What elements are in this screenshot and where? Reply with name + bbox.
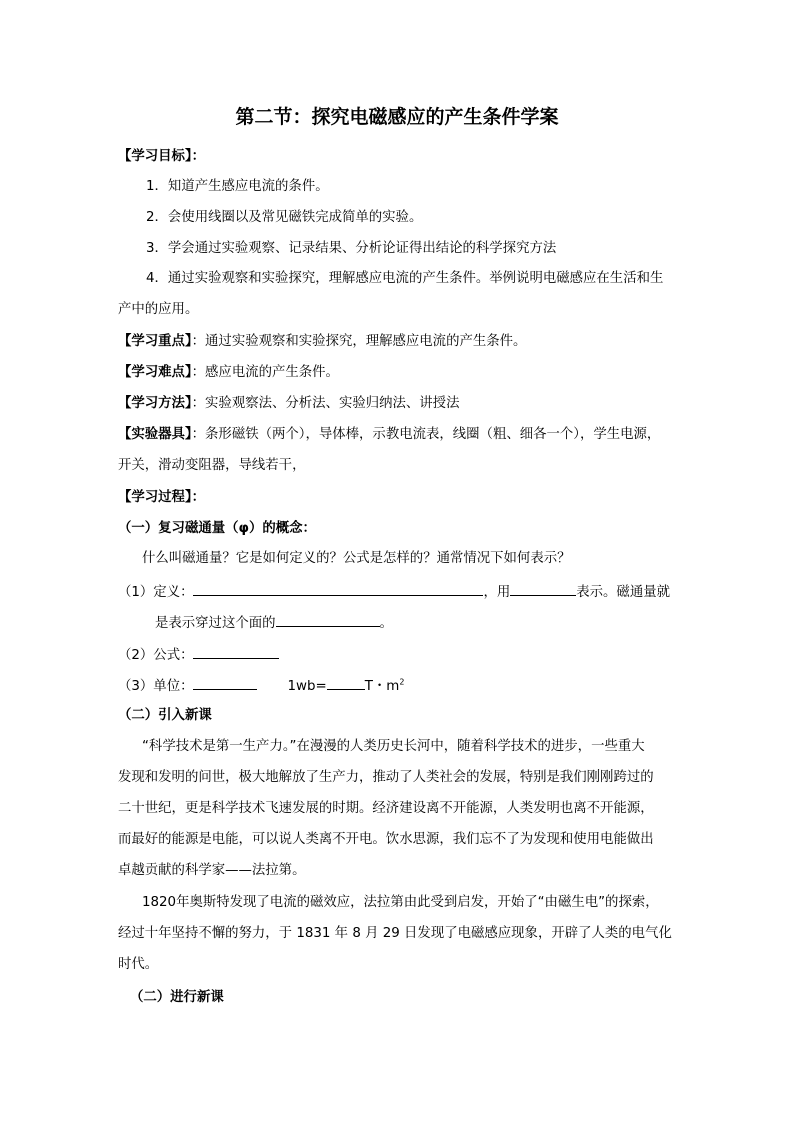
symbol-blank [510, 581, 576, 596]
equipment [118, 425, 660, 445]
formula-blank [193, 644, 279, 659]
unit-equation: 1wb= [287, 679, 327, 694]
intro-para1-line5: 卓越贡献的科学家——法拉第。 [118, 863, 306, 878]
intro-para2-line2: 经过十年坚持不懈的努力，于 1831 年 8 月 29 日发现了电磁感应现象，开辟了人类的电气化 [118, 926, 672, 941]
key-point-text: ：通过实验观察和实验探究，理解感应电流的产生条件。 [191, 334, 527, 349]
objectives-heading: 【学习目标】： [118, 149, 206, 164]
unit-line [118, 675, 404, 697]
definition-end: 表示。磁通量就 [576, 585, 670, 600]
definition-cont: 是表示穿过这个面的 [155, 616, 276, 631]
definition-label: （1）定义： [118, 585, 194, 600]
key-point [118, 332, 526, 352]
definition-blank [193, 581, 483, 596]
difficulty [118, 363, 339, 383]
intro-para1-line1: “科学技术是第一生产力。”在漫漫的人类历史长河中，随着科学技术的进步，一些重大 [142, 739, 645, 754]
surface-blank [276, 612, 380, 627]
objective-item-4: 4．通过实验观察和实验探究，理解感应电流的产生条件。举例说明电磁感应在生活和生 [146, 271, 664, 286]
unit-value-blank [327, 675, 365, 690]
process-heading: 【学习过程】： [118, 490, 206, 505]
definition-mid: ，用 [483, 585, 511, 600]
unit-blank [193, 675, 257, 690]
review-heading: （一）复习磁通量（φ）的概念： [118, 521, 316, 536]
definition-line [118, 581, 670, 603]
key-point-label: 【学习重点】 [118, 334, 192, 349]
method-text: ：实验观察法、分析法、实验归纳法、讲授法 [191, 396, 460, 411]
difficulty-text: ：感应电流的产生条件。 [191, 365, 339, 380]
objective-item-3: 3．学会通过实验观察、记录结果、分析论证得出结论的科学探究方法 [146, 241, 557, 256]
equipment-cont: 开关，滑动变阻器，导线若干， [118, 458, 306, 473]
objective-item-1: 1．知道产生感应电流的条件。 [146, 179, 329, 194]
new-lesson-heading: （二）进行新课 [130, 990, 224, 1005]
intro-para2-line1: 1820年奥斯特发现了电流的磁效应，法拉第由此受到启发，开始了“由磁生电”的探索， [142, 895, 659, 910]
definition-cont-line [155, 612, 393, 634]
intro-para1-line3: 二十世纪，更是科学技术飞速发展的时期。经济建设离不开能源，人类发明也离不开能源， [118, 801, 654, 816]
unit-label: （3）单位： [118, 679, 194, 694]
intro-para1-line2: 发现和发明的问世，极大地解放了生产力，推动了人类社会的发展，特别是我们刚刚跨过的 [118, 770, 654, 785]
difficulty-label: 【学习难点】 [118, 365, 192, 380]
formula-line [118, 644, 279, 666]
page-title: 第二节：探究电磁感应的产生条件学案 [235, 106, 559, 128]
intro-para1-line4: 而最好的能源是电能，可以说人类离不开电。饮水思源，我们忘不了为发现和使用电能做出 [118, 832, 654, 847]
equipment-text: ：条形磁铁（两个），导体棒，示教电流表，线圈（粗、细各一个），学生电源， [191, 427, 661, 442]
review-question: 什么叫磁通量？它是如何定义的？公式是怎样的？通常情况下如何表示？ [142, 551, 571, 566]
formula-label: （2）公式： [118, 648, 194, 663]
intro-heading: （二）引入新课 [118, 708, 212, 723]
unit-exponent: 2 [399, 677, 405, 687]
method [118, 394, 459, 414]
intro-para2-line3: 时代。 [118, 957, 159, 972]
objective-item-4-cont: 产中的应用。 [118, 302, 199, 317]
equipment-label: 【实验器具】 [118, 427, 192, 442]
unit-tail: T・m [364, 679, 400, 694]
definition-cont-end: 。 [379, 616, 393, 631]
objective-item-2: 2．会使用线圈以及常见磁铁完成简单的实验。 [146, 210, 423, 225]
method-label: 【学习方法】 [118, 396, 192, 411]
